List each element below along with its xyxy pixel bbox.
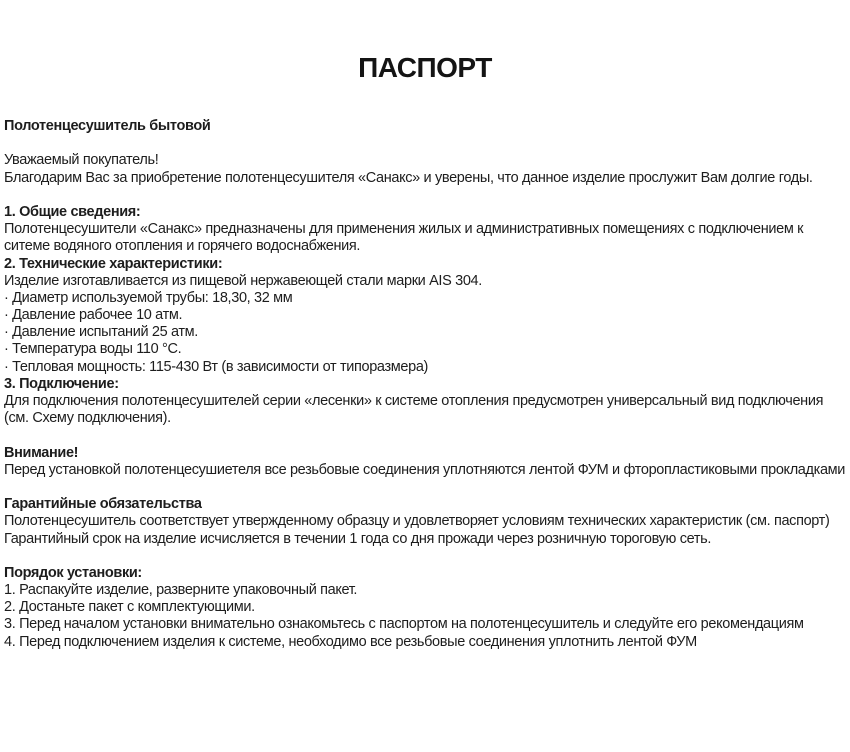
spec-bullet-heat-output: · Тепловая мощность: 115-430 Вт (в зависимости от типоразмера) bbox=[4, 358, 429, 375]
section-general-text-line-1: Полотенцесушители «Санакс» предназначены для применения жилых и административных помещениях с подключением к bbox=[4, 221, 804, 238]
warranty-heading: Гарантийные обязательства bbox=[4, 496, 202, 513]
spec-bullet-working-pressure: · Давление рабочее 10 атм. bbox=[4, 307, 183, 324]
installation-step-1: 1. Распакуйте изделие, разверните упаковочный пакет. bbox=[4, 582, 358, 599]
installation-step-2: 2. Достаньте пакет с комплектующими. bbox=[4, 599, 255, 616]
document-title: ПАСПОРТ bbox=[358, 52, 492, 83]
document-body bbox=[0, 118, 850, 651]
greeting-salutation: Уважаемый покупатель! bbox=[4, 152, 159, 169]
product-heading: Полотенцесушитель бытовой bbox=[4, 118, 211, 134]
greeting-body: Благодарим Вас за приобретение полотенцесушителя «Санакс» и уверены, что данное изделие прослужит Вам долгие годы. bbox=[4, 169, 813, 186]
warranty-text-line-1: Полотенцесушитель соответствует утвержденному образцу и удовлетворяет условиям технических характеристик (см. паспорт) bbox=[4, 513, 830, 530]
spacer bbox=[4, 187, 848, 204]
spec-bullet-water-temperature: · Температура воды 110 °С. bbox=[4, 341, 182, 358]
spacer bbox=[4, 479, 848, 496]
document-page bbox=[0, 52, 850, 752]
section-connection-text-line-1: Для подключения полотенцесушителей серии «лесенки» к системе отопления предусмотрен универсальный вид подключения bbox=[4, 393, 824, 409]
installation-step-4: 4. Перед подключением изделия к системе, необходимо все резьбовые соединения уплотнить лентой ФУМ bbox=[4, 633, 697, 650]
spacer bbox=[4, 135, 848, 152]
spacer bbox=[4, 427, 848, 444]
installation-heading: Порядок установки: bbox=[4, 564, 142, 581]
attention-heading: Внимание! bbox=[4, 444, 79, 461]
spacer bbox=[4, 548, 848, 565]
spec-bullet-diameter: · Диаметр используемой трубы: 18,30, 32 мм bbox=[4, 289, 293, 306]
attention-body: Перед установкой полотенцесушиетеля все резьбовые соединения уплотняются лентой ФУМ и фторопластиковыми прокладками bbox=[4, 461, 846, 478]
section-connection-text-line-2: (см. Схему подключения). bbox=[4, 410, 171, 427]
section-connection-heading: 3. Подключение: bbox=[4, 375, 119, 392]
spec-bullet-test-pressure: · Давление испытаний 25 атм. bbox=[4, 324, 198, 341]
section-specs-heading: 2. Технические характеристики: bbox=[4, 255, 223, 272]
warranty-text-line-2: Гарантийный срок на изделие исчисляется в течении 1 года со дня прожади через розничную тороговую сеть. bbox=[4, 530, 712, 547]
section-specs-intro: Изделие изготавливается из пищевой нержавеющей стали марки AIS 304. bbox=[4, 272, 482, 289]
section-general-text-line-2: ситеме водяного отопления и горячего водоснабжения. bbox=[4, 238, 361, 255]
section-general-heading: 1. Общие сведения: bbox=[4, 203, 141, 220]
installation-step-3: 3. Перед началом установки внимательно ознакомьтесь с паспортом на полотенцесушитель и следуйте его рекомендациям bbox=[4, 616, 804, 633]
